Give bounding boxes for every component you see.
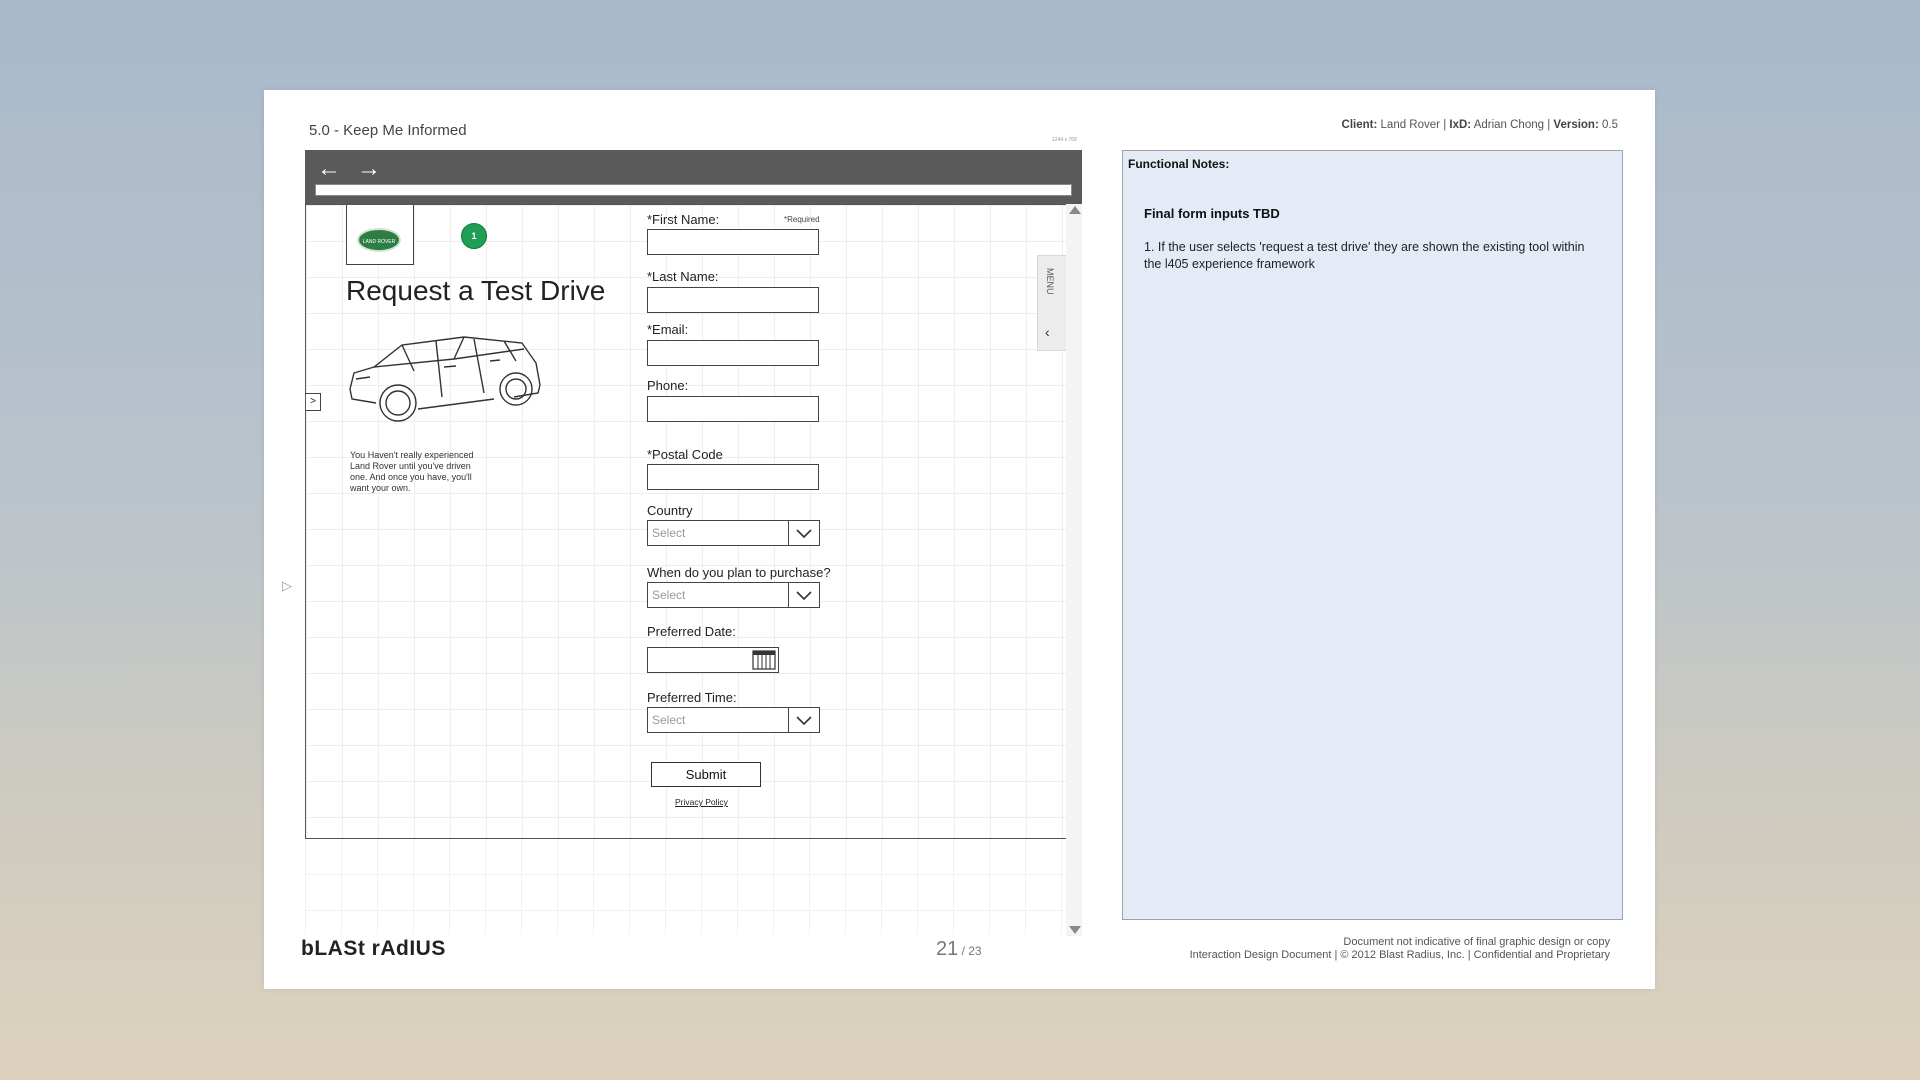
client-label: Client: xyxy=(1341,119,1378,131)
country-select-value: Select xyxy=(652,526,686,540)
preferred-date-label: Preferred Date: xyxy=(647,624,736,639)
side-menu-tab[interactable] xyxy=(1037,255,1067,351)
scroll-up-arrow-icon[interactable] xyxy=(1069,206,1081,214)
client-info: Client: Land Rover | IxD: Adrian Chong | Version: 0.5 xyxy=(1341,119,1618,131)
arrow-left-icon[interactable]: ← xyxy=(317,155,341,182)
ixd-value: Adrian Chong xyxy=(1473,119,1545,131)
page-total: / 23 xyxy=(958,944,982,958)
first-name-label: *First Name: xyxy=(647,212,720,227)
purchase-timing-label: When do you plan to purchase? xyxy=(647,565,831,580)
notes-subtitle: Final form inputs TBD xyxy=(1144,206,1280,221)
notes-body: 1. If the user selects 'request a test drive' they are shown the existing tool within the l405 experience framework xyxy=(1144,240,1585,271)
version-label: Version: xyxy=(1553,119,1599,131)
country-label: Country xyxy=(647,503,693,518)
menu-tab-label: MENU xyxy=(1045,268,1055,295)
viewport-overflow-grid xyxy=(305,838,1080,934)
functional-notes-panel xyxy=(1122,150,1623,920)
version-value: 0.5 xyxy=(1602,119,1618,131)
preferred-date-field[interactable] xyxy=(647,647,779,673)
last-name-label: *Last Name: xyxy=(647,269,719,284)
page-current: 21 xyxy=(936,938,959,960)
chevron-left-icon[interactable]: ‹ xyxy=(1045,324,1050,340)
first-name-field[interactable] xyxy=(647,229,819,255)
country-select[interactable] xyxy=(647,520,820,546)
browser-toolbar xyxy=(305,150,1082,204)
email-label: *Email: xyxy=(647,322,689,337)
chevron-down-icon[interactable] xyxy=(788,521,819,545)
scroll-down-arrow-icon[interactable] xyxy=(1069,926,1081,934)
last-name-field[interactable] xyxy=(647,287,819,313)
annotation-badge: 1 xyxy=(461,223,487,249)
chevron-down-icon[interactable] xyxy=(788,708,819,732)
calendar-icon[interactable] xyxy=(752,649,776,671)
preferred-time-select[interactable] xyxy=(647,707,820,733)
page-number xyxy=(936,938,982,961)
expand-panel-toggle[interactable]: > xyxy=(305,393,321,411)
disclaimer-line-1: Document not indicative of final graphic design or copy xyxy=(1343,936,1610,948)
postal-code-label: *Postal Code xyxy=(647,447,723,462)
privacy-policy-link[interactable]: Privacy Policy xyxy=(675,797,728,807)
annotation-pointer-icon: ▷ xyxy=(282,578,292,593)
car-illustration xyxy=(344,327,544,427)
chevron-down-icon[interactable] xyxy=(788,583,819,607)
disclaimer-line-2: Interaction Design Document | © 2012 Blast Radius, Inc. | Confidential and Proprietary xyxy=(1189,949,1610,961)
footer-disclaimer xyxy=(1190,936,1610,962)
purchase-timing-select-value: Select xyxy=(652,588,686,602)
preferred-time-label: Preferred Time: xyxy=(647,690,737,705)
brand-logo[interactable] xyxy=(346,204,414,265)
purchase-timing-select[interactable] xyxy=(647,582,820,608)
promo-blurb: You Haven't really experienced Land Rover until you've driven one. And once you have, you'll want your own. xyxy=(350,450,474,493)
phone-label: Phone: xyxy=(647,378,689,393)
browser-viewport xyxy=(305,204,1068,839)
section-title: 5.0 - Keep Me Informed xyxy=(309,122,467,139)
dimension-note: 1244 x 768 xyxy=(1052,137,1077,143)
vertical-scrollbar[interactable] xyxy=(1066,204,1082,936)
document-page xyxy=(264,90,1655,989)
arrow-right-icon[interactable]: → xyxy=(357,155,381,182)
phone-field[interactable] xyxy=(647,396,819,422)
land-rover-logo-icon: LAND ROVER xyxy=(357,228,401,252)
ixd-label: IxD: xyxy=(1449,119,1472,131)
preferred-time-select-value: Select xyxy=(652,713,686,727)
notes-title: Functional Notes: xyxy=(1128,157,1230,171)
postal-code-field[interactable] xyxy=(647,464,819,490)
email-field[interactable] xyxy=(647,340,819,366)
url-bar[interactable] xyxy=(315,184,1072,196)
required-note: *Required xyxy=(784,215,820,224)
page-heading: Request a Test Drive xyxy=(346,275,606,306)
blast-radius-logo: bLASt rAdIUS xyxy=(301,937,446,960)
client-value: Land Rover xyxy=(1380,119,1440,131)
submit-button[interactable]: Submit xyxy=(651,762,761,787)
